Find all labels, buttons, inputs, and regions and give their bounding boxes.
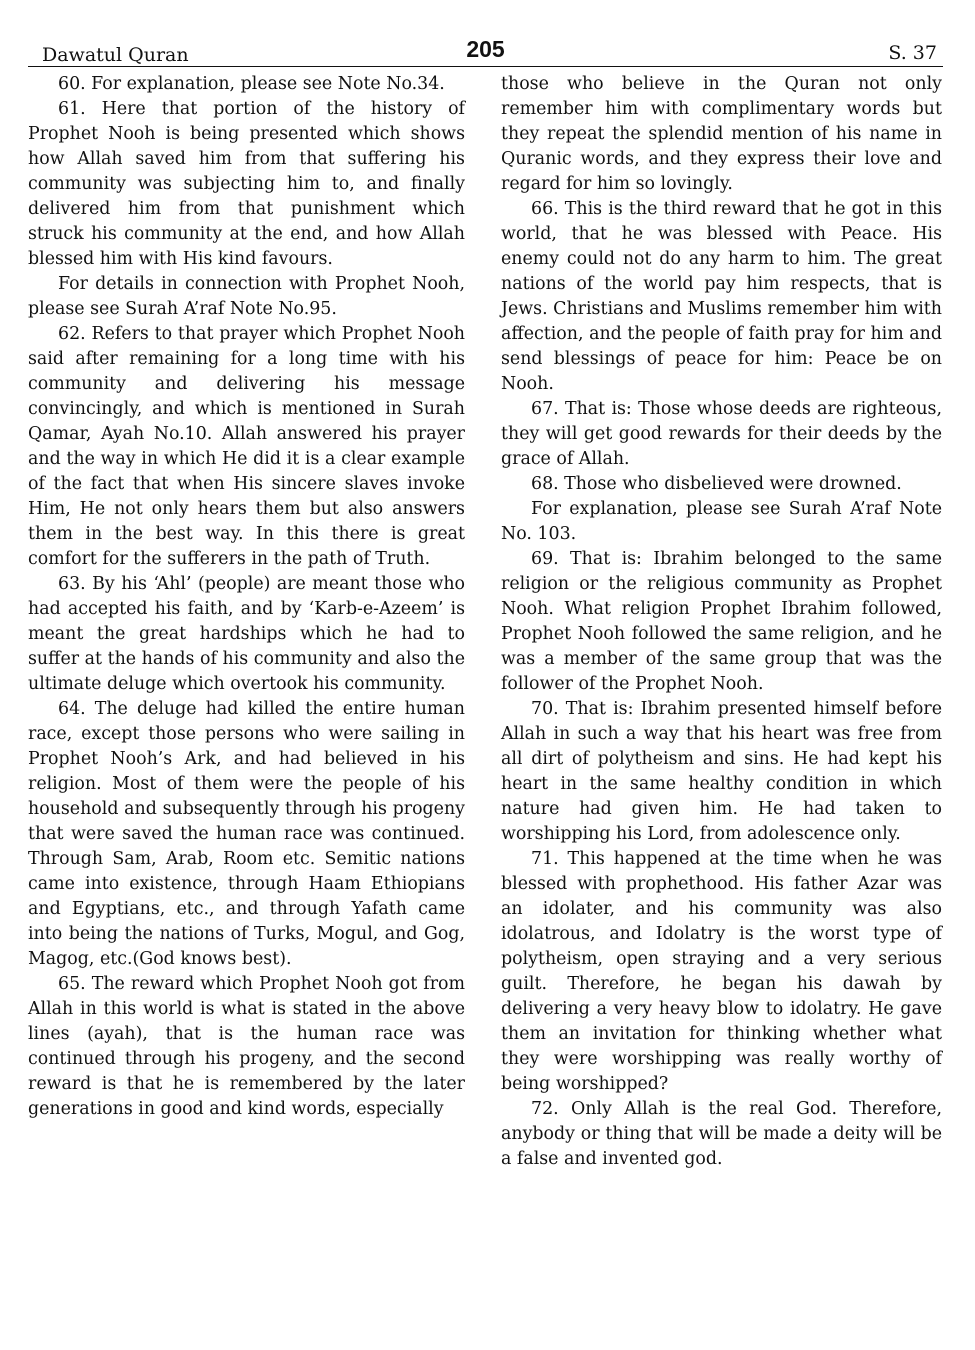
right-column (501, 72, 942, 1172)
left-column (28, 72, 465, 1122)
note-60: 60. For explanation, please see Note No.34. (58, 74, 445, 94)
header-rule (28, 66, 943, 67)
running-header (28, 34, 943, 66)
book-title: Dawatul Quran (42, 44, 189, 66)
note-68-explanation: For explanation, please see Surah A’raf Note No. 103. (501, 499, 942, 544)
note-72: 72. Only Allah is the real God. Therefore, anybody or thing that will be made a deity will be a false and invented god. (501, 1099, 942, 1169)
note-69: 69. That is: Ibrahim belonged to the same religion or the religious community as Prophet Nooh. What religion Prophet Ibrahim followed, Prophet Nooh followed the same religion, and he was a member of the same group that was the follower of the Prophet Nooh. (501, 549, 942, 694)
note-61: 61. Here that portion of the history of Prophet Nooh is being presented which shows how Allah saved him from that suffering his community was subjecting him to, and finally delivered him from that punishment which struck his community at the end, and how Allah blessed him with His kind favours. (28, 99, 465, 269)
note-70: 70. That is: Ibrahim presented himself before Allah in such a way that his heart was free from all dirt of polytheism and sins. He had kept his heart in the same healthy condition in which nature had given him. He had taken to worshipping his Lord, from adolescence only. (501, 699, 942, 844)
note-68: 68. Those who disbelieved were drowned. (531, 474, 902, 494)
note-65-continued: those who believe in the Quran not only remember him with complimentary words but they repeat the splendid mention of his name in Quranic words, and they express their love and regard for him so lovingly. (501, 74, 942, 194)
page-number: 205 (466, 36, 505, 62)
note-62: 62. Refers to that prayer which Prophet Nooh said after remaining for a long time with his community and delivering his message convincingly, and which is mentioned in Surah Qamar, Ayah No.10. Allah answered his prayer and the way in which He did it is a clear example of the fact that when His sincere slaves invoke Him, He not only hears them but also answers them in the best way. In this there is great comfort for the sufferers in the path of Truth. (28, 324, 465, 569)
surah-reference: S. 37 (888, 42, 937, 64)
note-61-details: For details in connection with Prophet Nooh, please see Surah A’raf Note No.95. (28, 274, 465, 319)
note-67: 67. That is: Those whose deeds are righteous, they will get good rewards for their deeds by the grace of Allah. (501, 399, 942, 469)
note-65: 65. The reward which Prophet Nooh got from Allah in this world is what is stated in the above lines (ayah), that is the human race was continued through his progeny, and the second reward is that he is remembered by the later generations in good and kind words, especially (28, 974, 465, 1119)
note-66: 66. This is the third reward that he got in this world, that he was blessed with Peace. His enemy could not do any harm to him. The great nations of the world pay him respects, that is Jews. Christians and Muslims remember him with affection, and the people of faith pray for him and send blessings of peace for him: Peace be on Nooh. (501, 199, 942, 394)
note-64: 64. The deluge had killed the entire human race, except those persons who were sailing in Prophet Nooh’s Ark, and had believed in his religion. Most of them were the people of his household and subsequently through his progeny that were saved the human race was continued. Through Sam, Arab, Room etc. Semitic nations came into existence, through Haam Ethiopians and Egyptians, etc., and through Yafath came into being the nations of Turks, Mogul, and Gog, Magog, etc.(God knows best). (28, 699, 465, 969)
note-63: 63. By his ‘Ahl’ (people) are meant those who had accepted his faith, and by ‘Karb-e-Azeem’ is meant the great hardships which he had to suffer at the hands of his community and also the ultimate deluge which overtook his community. (28, 574, 465, 694)
note-71: 71. This happened at the time when he was blessed with prophethood. His father Azar was an idolater, and his community was also idolatrous, and Idolatry is the worst type of polytheism, open straying and a very serious guilt. Therefore, he began his dawah by delivering a very heavy blow to idolatry. He gave them an invitation for thinking whether what they were worshipping was really worthy of being worshipped? (501, 849, 942, 1094)
